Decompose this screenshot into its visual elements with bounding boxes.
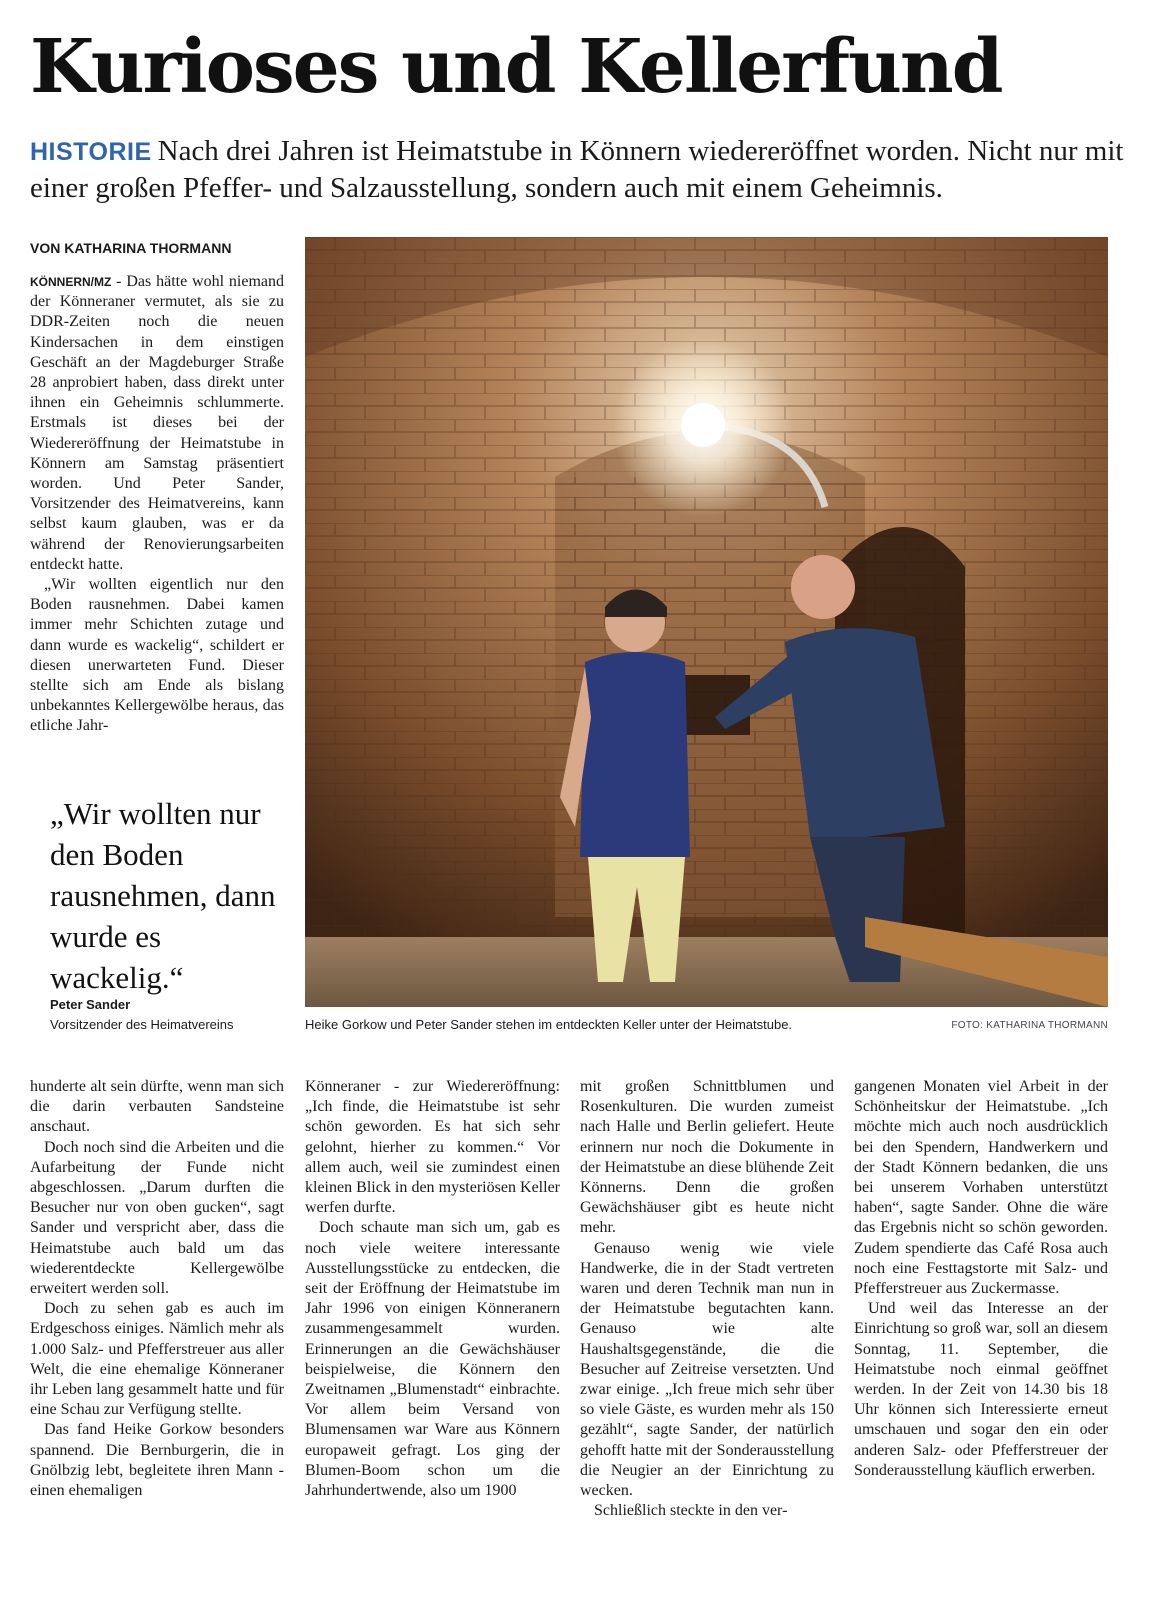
paragraph: hunderte alt sein dürfte, wenn man sich die darin verbauten Sandsteine anschaut.: [30, 1078, 284, 1136]
subhead-text: Nach drei Jahren ist Heimatstube in Könnern wiedereröffnet worden. Nicht nur mit einer großen Pfeffer- und Salzausstellung, sondern auch mit einem Geheimnis.: [30, 135, 1124, 204]
paragraph: Das fand Heike Gorkow besonders spannend. Die Bernburgerin, die in Gnölbzig lebt, begleitete ihren Mann - einen ehemaligen: [30, 1421, 284, 1500]
article-column-4: [580, 1077, 834, 1521]
paragraph: Doch noch sind die Arbeiten und die Aufarbeitung der Funde nicht abgeschlossen. „Darum durften die Besucher nur von oben gucken“, sagt Sander und verspricht aber, dass die Heimatstube auch bald um das wiederentdeckte Kellergewölbe erweitert werden soll.: [30, 1138, 284, 1298]
pull-quote: „Wir wollten nur den Boden rausnehmen, dann wurde es wackelig.“: [50, 796, 276, 995]
article-column-2: [30, 1077, 284, 1501]
paragraph: Doch zu sehen gab es auch im Erdgeschoss einiges. Nämlich mehr als 1.000 Salz- und Pfefferstreuer aus aller Welt, die eine ehemalige Könneraner ihr Leben lang gesammelt hatte und für eine Schau zur Verfügung stellte.: [30, 1300, 284, 1419]
photo-caption: Heike Gorkow und Peter Sander stehen im entdeckten Keller unter der Heimatstube.: [305, 1017, 793, 1032]
paragraph: Doch schaute man sich um, gab es noch viele weitere interessante Ausstellungsstücke zu entdecken, die seit der Eröffnung der Heimatstube im Jahr 1996 von einigen Könneranern zusammengesammelt wurden. Erinnerungen an die Gewächshäuser beispielweise, die Könnern den Zweitnamen „Blumenstadt“ einbrachte. Vor allem beim Versand von Blumensamen war Ware aus Könnern europaweit gefragt. Los ging der Blumen-Boom schon um die Jahrhundertwende, also um 1900: [305, 1219, 560, 1500]
paragraph-text: - Das hätte wohl niemand der Könneraner vermutet, als sie zu DDR-Zeiten noch die neuen Kindersachen in dem einstigen Geschäft an der Magdeburger Straße 28 anprobiert haben, dass direkt unter ihnen ein Geheimnis schlummerte. Erstmals ist dieses bei der Wiedereröffnung der Heimatstube in Könnern am Samstag präsentiert worden. Und Peter Sander, Vorsitzender des Heimatvereins, kann selbst kaum glauben, was er da während der Renovierungsarbeiten entdeckt hatte.: [30, 273, 284, 573]
article-column-5: [854, 1077, 1108, 1481]
article-column-1: [30, 272, 284, 737]
paragraph: gangenen Monaten viel Arbeit in der Schönheitskur der Heimatstube. „Ich möchte mich auch noch ausdrücklich bei den Spendern, Handwerkern und der Stadt Könnern bedanken, die uns bei unserem Vorhaben unterstützt haben“, sagte Sander. Ohne die wäre das Ergebnis nicht so schön geworden. Zudem spendierte das Café Rosa auch noch eine Festtagstorte mit Salz- und Pfefferstreuer aus Zuckermasse.: [854, 1078, 1108, 1298]
kicker-label: HISTORIE: [30, 138, 152, 166]
paragraph: Und weil das Interesse an der Einrichtung so groß war, soll an diesem Sonntag, 11. September, die Heimatstube noch einmal geöffnet werden. In der Zeit von 14.30 bis 18 Uhr können sich Interessierte erneut umschauen und sogar den ein oder anderen Salz- oder Pfefferstreuer der Sonderausstellung käuflich erwerben.: [854, 1300, 1108, 1479]
paragraph: Schließlich steckte in den ver-: [594, 1502, 788, 1520]
paragraph: mit großen Schnittblumen und Rosenkulturen. Die wurden zumeist nach Halle und Berlin geliefert. Heute erinnern nur noch die Dokumente in der Heimatstube an diese blühende Zeit Könnerns. Denn die großen Gewächshäuser gibt es heute nicht mehr.: [580, 1078, 834, 1237]
headline: Kurioses und Kellerfund: [30, 24, 1002, 110]
paragraph: Könneraner - zur Wiedereröffnung: „Ich finde, die Heimatstube ist sehr schön geworden. Es hat sich sehr gelohnt, hierher zu kommen.“ Vor allem auch, weil sie zumindest einen kleinen Blick in den mysteriösen Keller werfen durfte.: [305, 1078, 560, 1217]
subheadline: [30, 133, 1140, 206]
cellar-photo: [305, 237, 1108, 1007]
dateline: KÖNNERN/MZ: [30, 275, 112, 289]
paragraph: [30, 272, 284, 575]
quote-author-role: Vorsitzender des Heimatvereins: [50, 1017, 234, 1032]
paragraph: Genauso wenig wie viele Handwerke, die in der Stadt vertreten waren und deren Technik man nun in der Heimatstube begutachten kann. Genauso wie alte Haushaltsgegenstände, die die Besucher auf Zeitreise versetzten. Und zwar einige. „Ich freue mich sehr über so viele Gäste, es wurden mehr als 150 gezählt“, sagte Sander, der natürlich gehofft hatte mit der Sonderausstellung die Neugier an der Einrichtung zu wecken.: [580, 1239, 834, 1500]
cellar-photo-illustration: [305, 237, 1108, 1007]
paragraph: „Wir wollten eigentlich nur den Boden rausnehmen. Dabei kamen immer mehr Schichten zutage und dann wurde es wackelig“, schildert er diesen unerwarteten Fund. Dieser stellte sich am Ende als bislang unbekanntes Kellergewölbe heraus, das etliche Jahr-: [30, 576, 284, 735]
article-column-3: [305, 1077, 560, 1501]
quote-author: Peter Sander: [50, 997, 131, 1012]
photo-credit: FOTO: KATHARINA THORMANN: [951, 1020, 1108, 1031]
byline: VON KATHARINA THORMANN: [30, 240, 232, 256]
